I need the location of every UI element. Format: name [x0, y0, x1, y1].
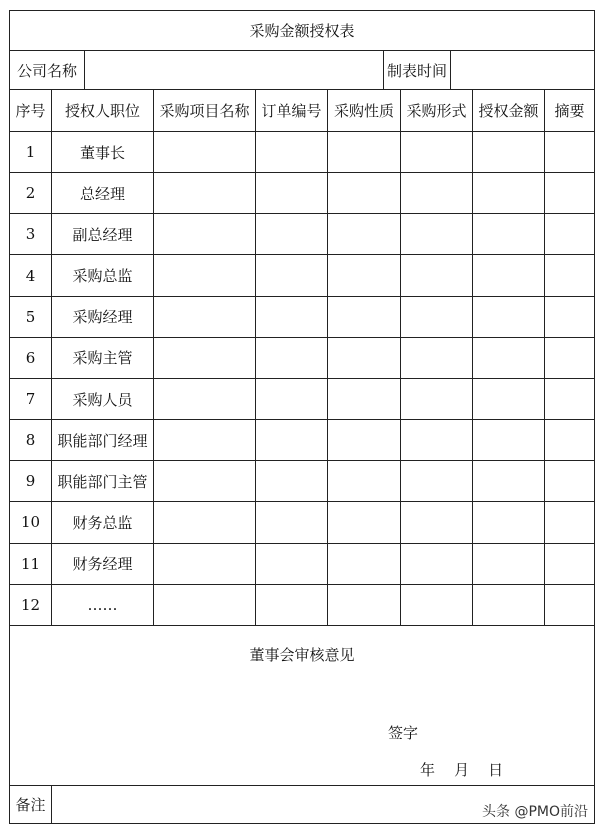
row-authorized-amount[interactable]	[473, 420, 545, 460]
row-authorized-amount[interactable]	[473, 214, 545, 254]
row-index: 10	[10, 502, 52, 542]
row-summary[interactable]	[545, 420, 594, 460]
row-purchase-nature[interactable]	[328, 461, 401, 501]
row-project-name[interactable]	[154, 214, 256, 254]
row-order-number[interactable]	[256, 461, 328, 501]
board-opinion-title: 董事会审核意见	[249, 646, 355, 664]
row-authorized-amount[interactable]	[473, 338, 545, 378]
row-project-name[interactable]	[154, 420, 256, 460]
row-authorized-amount[interactable]	[473, 461, 545, 501]
title-row	[10, 11, 594, 51]
company-row	[10, 51, 594, 90]
table-row	[10, 338, 594, 379]
table-row	[10, 379, 594, 420]
row-order-number[interactable]	[256, 297, 328, 337]
row-purchase-nature[interactable]	[328, 379, 401, 419]
remarks-label: 备注	[10, 786, 52, 823]
header-summary: 摘要	[554, 102, 585, 120]
row-summary[interactable]	[545, 461, 594, 501]
table-row	[10, 461, 594, 502]
row-purchase-nature[interactable]	[328, 420, 401, 460]
row-order-number[interactable]	[256, 132, 328, 172]
table-row	[10, 420, 594, 461]
row-index: 1	[10, 132, 52, 172]
header-purchase-nature: 采购性质	[328, 90, 401, 131]
row-order-number[interactable]	[256, 502, 328, 542]
row-order-number[interactable]	[256, 585, 328, 625]
table-row	[10, 173, 594, 214]
row-order-number[interactable]	[256, 338, 328, 378]
header-index: 序号	[10, 90, 52, 131]
row-authorized-amount[interactable]	[473, 544, 545, 584]
row-summary[interactable]	[545, 585, 594, 625]
table-row	[10, 132, 594, 173]
header-row	[10, 90, 594, 132]
row-order-number[interactable]	[256, 255, 328, 295]
row-authorized-amount[interactable]	[473, 173, 545, 213]
watermark: 头条 @PMO前沿	[480, 801, 590, 821]
row-position: 职能部门经理	[52, 420, 154, 460]
row-purchase-form[interactable]	[401, 420, 473, 460]
row-purchase-nature[interactable]	[328, 132, 401, 172]
table-row	[10, 297, 594, 338]
row-project-name[interactable]	[154, 502, 256, 542]
row-purchase-form[interactable]	[401, 338, 473, 378]
row-summary[interactable]	[545, 502, 594, 542]
row-position: 财务总监	[52, 502, 154, 542]
row-order-number[interactable]	[256, 173, 328, 213]
data-rows	[10, 132, 594, 626]
row-index: 3	[10, 214, 52, 254]
authorization-form	[9, 10, 595, 824]
board-opinion-section	[10, 626, 594, 786]
row-index: 2	[10, 173, 52, 213]
row-purchase-nature[interactable]	[328, 255, 401, 295]
row-purchase-form[interactable]	[401, 585, 473, 625]
table-row	[10, 255, 594, 296]
row-index: 11	[10, 544, 52, 584]
row-project-name[interactable]	[154, 297, 256, 337]
row-position: 职能部门主管	[52, 461, 154, 501]
row-purchase-nature[interactable]	[328, 544, 401, 584]
table-row	[10, 585, 594, 626]
table-row	[10, 214, 594, 255]
row-summary[interactable]	[545, 297, 594, 337]
row-index: 5	[10, 297, 52, 337]
row-index: 12	[10, 585, 52, 625]
row-authorized-amount[interactable]	[473, 132, 545, 172]
row-purchase-nature[interactable]	[328, 297, 401, 337]
row-project-name[interactable]	[154, 338, 256, 378]
table-time-field[interactable]	[451, 51, 594, 89]
row-index: 4	[10, 255, 52, 295]
row-index: 6	[10, 338, 52, 378]
row-project-name[interactable]	[154, 461, 256, 501]
header-position: 授权人职位	[52, 90, 154, 131]
signature-label: 签字	[388, 724, 419, 742]
row-position: 采购总监	[52, 255, 154, 295]
row-summary[interactable]	[545, 544, 594, 584]
date-label: 年 月 日	[420, 761, 504, 779]
row-purchase-form[interactable]	[401, 173, 473, 213]
row-summary[interactable]	[545, 255, 594, 295]
row-summary[interactable]	[545, 173, 594, 213]
row-purchase-form[interactable]	[401, 544, 473, 584]
row-authorized-amount[interactable]	[473, 379, 545, 419]
row-order-number[interactable]	[256, 420, 328, 460]
header-order-number: 订单编号	[256, 90, 328, 131]
row-position: 财务经理	[52, 544, 154, 584]
row-position: 副总经理	[52, 214, 154, 254]
row-order-number[interactable]	[256, 379, 328, 419]
row-position: 总经理	[52, 173, 154, 213]
row-purchase-nature[interactable]	[328, 338, 401, 378]
row-position: ……	[52, 585, 154, 625]
row-project-name[interactable]	[154, 585, 256, 625]
row-summary[interactable]	[545, 338, 594, 378]
row-purchase-form[interactable]	[401, 379, 473, 419]
row-purchase-nature[interactable]	[328, 173, 401, 213]
row-summary[interactable]	[545, 379, 594, 419]
header-project-name: 采购项目名称	[154, 90, 256, 131]
row-purchase-form[interactable]	[401, 461, 473, 501]
row-purchase-nature[interactable]	[328, 585, 401, 625]
row-purchase-form[interactable]	[401, 297, 473, 337]
row-summary[interactable]	[545, 132, 594, 172]
row-position: 董事长	[52, 132, 154, 172]
row-purchase-form[interactable]	[401, 502, 473, 542]
row-position: 采购人员	[52, 379, 154, 419]
row-order-number[interactable]	[256, 214, 328, 254]
row-project-name[interactable]	[154, 132, 256, 172]
row-position: 采购主管	[52, 338, 154, 378]
row-authorized-amount[interactable]	[473, 297, 545, 337]
table-time-label: 制表时间	[384, 51, 451, 89]
row-project-name[interactable]	[154, 544, 256, 584]
row-purchase-nature[interactable]	[328, 214, 401, 254]
company-name-label: 公司名称	[10, 51, 85, 89]
row-index: 7	[10, 379, 52, 419]
company-name-field[interactable]	[85, 51, 384, 89]
row-index: 8	[10, 420, 52, 460]
header-authorized-amount: 授权金额	[473, 90, 545, 131]
table-row	[10, 502, 594, 543]
row-authorized-amount[interactable]	[473, 255, 545, 295]
row-index: 9	[10, 461, 52, 501]
row-purchase-form[interactable]	[401, 214, 473, 254]
row-authorized-amount[interactable]	[473, 585, 545, 625]
row-purchase-form[interactable]	[401, 255, 473, 295]
form-title: 采购金额授权表	[249, 22, 355, 40]
row-purchase-nature[interactable]	[328, 502, 401, 542]
table-row	[10, 544, 594, 585]
row-purchase-form[interactable]	[401, 132, 473, 172]
row-project-name[interactable]	[154, 255, 256, 295]
row-position: 采购经理	[52, 297, 154, 337]
row-summary[interactable]	[545, 214, 594, 254]
row-authorized-amount[interactable]	[473, 502, 545, 542]
row-project-name[interactable]	[154, 173, 256, 213]
row-project-name[interactable]	[154, 379, 256, 419]
row-order-number[interactable]	[256, 544, 328, 584]
header-purchase-form: 采购形式	[401, 90, 473, 131]
